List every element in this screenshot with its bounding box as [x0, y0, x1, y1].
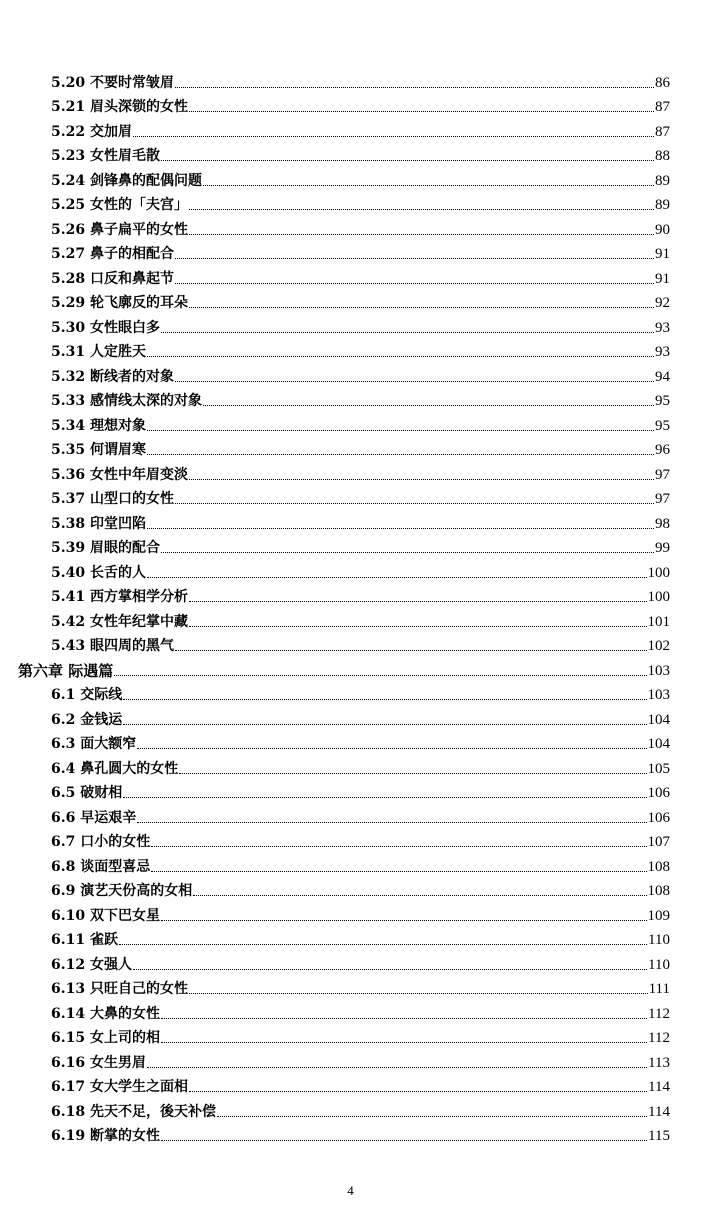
toc-entry-page: 93 [655, 319, 670, 336]
toc-entry[interactable] [51, 507, 670, 532]
toc-entry-page: 115 [648, 1128, 670, 1144]
toc-entry[interactable] [51, 826, 670, 851]
toc-entry-number: 6.19 [51, 1128, 90, 1144]
toc-entry-title: 双下巴女星 [89, 907, 160, 924]
toc-entry-title: 金钱运 [80, 711, 123, 728]
toc-entry-number: 5.32 [51, 368, 90, 385]
toc-entry[interactable] [51, 899, 670, 924]
dot-leader [189, 992, 648, 994]
toc-entry[interactable] [51, 532, 670, 557]
toc-entry-number: 5.42 [51, 613, 90, 630]
toc-entry-number: 5.29 [51, 295, 90, 311]
toc-entry-number: 5.30 [51, 319, 90, 336]
dot-leader [151, 870, 646, 872]
toc-entry-page: 114 [648, 1103, 670, 1120]
toc-entry-page: 103 [647, 687, 670, 703]
dot-leader [147, 527, 654, 529]
toc-entry[interactable] [51, 948, 670, 973]
toc-entry[interactable] [51, 1071, 670, 1096]
toc-entry[interactable] [51, 458, 670, 483]
toc-entry-title: 女性眉毛散 [89, 148, 160, 164]
toc-entry-number: 6.10 [51, 907, 90, 924]
dot-leader [189, 110, 654, 112]
toc-entry-page: 112 [648, 1005, 670, 1022]
toc-entry-page: 94 [655, 368, 670, 385]
toc-entry-number: 6.2 [51, 711, 81, 728]
toc-entry-title: 西方掌相学分析 [89, 589, 188, 605]
dot-leader [147, 576, 647, 578]
toc-entry-page: 109 [647, 907, 670, 924]
toc-entry-title: 长舌的人 [89, 564, 146, 581]
dot-leader [161, 1017, 647, 1019]
dot-leader [175, 502, 654, 504]
toc-entry-title: 眼四周的黑气 [89, 638, 174, 654]
toc-entry-number: 5.41 [51, 589, 90, 605]
toc-entry[interactable] [51, 164, 670, 189]
toc-entry[interactable] [51, 360, 670, 385]
dot-leader [147, 1066, 647, 1068]
toc-entry-title: 早运艰辛 [80, 809, 137, 826]
toc-entry-page: 104 [647, 736, 670, 752]
toc-entry-page: 103 [647, 662, 670, 679]
toc-entry-title: 交际线 [80, 687, 123, 703]
dot-leader [161, 551, 654, 553]
toc-entry[interactable] [51, 434, 670, 459]
toc-entry[interactable] [51, 703, 670, 728]
toc-entry[interactable] [51, 287, 670, 312]
toc-entry-title: 何谓眉寒 [89, 442, 146, 458]
toc-entry-number: 5.20 [51, 74, 90, 91]
toc-entry-page: 92 [655, 295, 670, 311]
toc-entry-page: 87 [655, 99, 670, 115]
toc-entry[interactable] [51, 189, 670, 214]
dot-leader [175, 257, 654, 259]
toc-entry-number: 5.24 [51, 172, 90, 189]
toc-entry-page: 91 [655, 246, 670, 262]
toc-entry-number: 5.26 [51, 221, 90, 238]
toc-entry-title: 女性眼白多 [89, 319, 160, 336]
toc-entry-page: 99 [655, 540, 670, 556]
dot-leader [203, 184, 654, 186]
toc-entry-page: 96 [655, 442, 670, 458]
dot-leader [161, 1139, 647, 1141]
toc-entry-page: 88 [655, 148, 670, 164]
toc-entry[interactable] [51, 385, 670, 410]
toc-entry-number: 6.9 [51, 883, 81, 899]
table-of-contents [0, 66, 701, 1144]
dot-leader [147, 429, 654, 431]
toc-entry-page: 90 [655, 221, 670, 238]
toc-entry-title: 山型口的女性 [89, 491, 174, 507]
toc-entry[interactable] [51, 556, 670, 581]
toc-entry-page: 110 [648, 932, 670, 948]
toc-entry-number: 6.7 [51, 834, 81, 850]
toc-entry-number: 6.13 [51, 981, 90, 997]
dot-leader [189, 208, 654, 210]
toc-entry-number: 5.40 [51, 564, 90, 581]
toc-entry-title: 谈面型喜忌 [80, 858, 151, 875]
toc-entry-title: 轮飞廓反的耳朵 [89, 295, 188, 311]
toc-entry-title: 剑锋鼻的配偶问题 [89, 172, 202, 189]
toc-entry-page: 107 [647, 834, 670, 850]
dot-leader [179, 772, 646, 774]
dot-leader [133, 135, 654, 137]
toc-entry-page: 101 [647, 613, 670, 630]
dot-leader [151, 845, 646, 847]
toc-entry-page: 102 [647, 638, 670, 654]
toc-entry-title: 口反和鼻起节 [89, 270, 174, 287]
toc-entry[interactable] [51, 262, 670, 287]
toc-entry-title: 断掌的女性 [89, 1128, 160, 1144]
toc-entry-page: 106 [647, 809, 670, 826]
toc-entry[interactable] [51, 213, 670, 238]
toc-entry[interactable] [51, 777, 670, 802]
dot-leader [189, 600, 647, 602]
toc-entry-number: 6.12 [51, 956, 90, 973]
toc-entry-page: 112 [648, 1030, 670, 1046]
page-number: 4 [347, 1183, 354, 1198]
toc-entry-number: 5.31 [51, 344, 90, 360]
toc-entry-page: 113 [648, 1054, 670, 1071]
toc-entry[interactable] [51, 115, 670, 140]
dot-leader [137, 747, 646, 749]
toc-entry-number: 5.43 [51, 638, 90, 654]
toc-entry-number: 5.38 [51, 515, 90, 532]
toc-entry-page: 97 [655, 491, 670, 507]
toc-entry-page: 87 [655, 123, 670, 140]
toc-entry-page: 93 [655, 344, 670, 360]
toc-entry-number: 6.16 [51, 1054, 90, 1071]
toc-entry-title: 第六章 际遇篇 [18, 661, 114, 680]
dot-leader [161, 1041, 647, 1043]
toc-entry[interactable] [51, 801, 670, 826]
toc-entry-page: 91 [655, 270, 670, 287]
toc-entry[interactable] [51, 973, 670, 998]
dot-leader [217, 1115, 647, 1117]
toc-entry-number: 6.14 [51, 1005, 90, 1022]
toc-entry-page: 86 [655, 74, 670, 91]
dot-leader [193, 894, 646, 896]
toc-entry[interactable] [51, 311, 670, 336]
toc-entry[interactable] [51, 483, 670, 508]
toc-entry-number: 5.39 [51, 540, 90, 556]
toc-entry-page: 104 [647, 711, 670, 728]
toc-entry[interactable] [51, 875, 670, 900]
toc-entry[interactable] [51, 752, 670, 777]
dot-leader [189, 306, 654, 308]
toc-entry[interactable] [51, 238, 670, 263]
toc-entry-title: 印堂凹陷 [89, 515, 146, 532]
toc-entry-page: 108 [647, 858, 670, 875]
toc-entry-page: 111 [648, 981, 670, 997]
toc-entry[interactable] [51, 1046, 670, 1071]
toc-entry-number: 6.5 [51, 785, 81, 801]
toc-entry[interactable] [51, 605, 670, 630]
dot-leader [203, 404, 654, 406]
toc-entry-title: 交加眉 [89, 123, 132, 140]
toc-entry[interactable] [51, 924, 670, 949]
toc-entry-page: 89 [655, 172, 670, 189]
toc-entry[interactable] [51, 728, 670, 753]
toc-entry-title: 先天不足，後天补偿 [89, 1103, 216, 1120]
toc-entry-title: 女性年纪掌中藏 [89, 613, 188, 630]
dot-leader [189, 233, 654, 235]
toc-entry-number: 5.34 [51, 417, 90, 434]
toc-entry-number: 5.27 [51, 246, 90, 262]
toc-entry-number: 6.18 [51, 1103, 90, 1120]
toc-entry-title: 女性中年眉变淡 [89, 466, 188, 483]
dot-leader [189, 478, 654, 480]
toc-entry-page: 95 [655, 393, 670, 409]
toc-entry-page: 100 [647, 564, 670, 581]
toc-entry[interactable] [51, 140, 670, 165]
toc-entry-number: 6.3 [51, 736, 81, 752]
dot-leader [161, 159, 654, 161]
toc-entry-title: 女强人 [89, 956, 132, 973]
toc-entry-title: 感情线太深的对象 [89, 393, 202, 409]
toc-entry-page: 100 [647, 589, 670, 605]
toc-entry[interactable] [51, 409, 670, 434]
toc-entry-number: 5.37 [51, 491, 90, 507]
toc-entry-number: 6.11 [51, 932, 90, 948]
toc-entry[interactable] [51, 66, 670, 91]
toc-entry-title: 不要时常皱眉 [89, 74, 174, 91]
dot-leader [123, 796, 646, 798]
toc-entry-title: 演艺天份高的女相 [80, 883, 193, 899]
toc-entry-page: 108 [647, 883, 670, 899]
toc-entry-page: 110 [648, 956, 670, 973]
toc-entry-title: 理想对象 [89, 417, 146, 434]
toc-entry-number: 6.15 [51, 1030, 90, 1046]
toc-entry-number: 5.33 [51, 393, 90, 409]
dot-leader [123, 698, 646, 700]
toc-entry-title: 鼻子的相配合 [89, 246, 174, 262]
toc-chapter-entry[interactable] [18, 654, 670, 679]
toc-entry-page: 89 [655, 197, 670, 213]
toc-entry-title: 断线者的对象 [89, 368, 174, 385]
toc-entry[interactable] [51, 1095, 670, 1120]
toc-entry-title: 女上司的相 [89, 1030, 160, 1046]
dot-leader [175, 86, 654, 88]
toc-entry-title: 口小的女性 [80, 834, 151, 850]
toc-entry-number: 6.6 [51, 809, 81, 826]
toc-entry-title: 眉头深锁的女性 [89, 99, 188, 115]
toc-entry[interactable] [51, 850, 670, 875]
toc-entry-page: 105 [647, 760, 670, 777]
dot-leader [119, 943, 647, 945]
dot-leader [175, 649, 647, 651]
toc-entry-title: 只旺自己的女性 [89, 981, 188, 997]
dot-leader [175, 282, 654, 284]
toc-entry-title: 雀跃 [89, 932, 118, 948]
toc-entry-number: 5.28 [51, 270, 90, 287]
dot-leader [175, 380, 654, 382]
toc-entry-title: 鼻子扁平的女性 [89, 221, 188, 238]
toc-entry[interactable] [51, 1022, 670, 1047]
toc-entry[interactable] [51, 679, 670, 704]
toc-entry-number: 5.21 [51, 99, 90, 115]
toc-entry[interactable] [51, 1120, 670, 1145]
toc-entry-number: 6.17 [51, 1079, 90, 1095]
toc-entry-title: 女生男眉 [89, 1054, 146, 1071]
dot-leader [147, 355, 654, 357]
dot-leader [114, 674, 646, 676]
toc-entry-title: 大鼻的女性 [89, 1005, 160, 1022]
toc-entry-title: 面大额窄 [80, 736, 137, 752]
toc-entry-title: 女大学生之面相 [89, 1079, 188, 1095]
toc-entry-title: 女性的「夫宫」 [89, 197, 188, 213]
dot-leader [189, 625, 647, 627]
toc-entry[interactable] [51, 91, 670, 116]
toc-entry[interactable] [51, 336, 670, 361]
dot-leader [161, 331, 654, 333]
dot-leader [147, 453, 654, 455]
toc-entry[interactable] [51, 997, 670, 1022]
toc-entry-page: 114 [648, 1079, 670, 1095]
toc-entry-title: 鼻孔圆大的女性 [80, 760, 179, 777]
toc-entry-number: 5.23 [51, 148, 90, 164]
toc-entry-number: 5.25 [51, 197, 90, 213]
toc-entry-number: 5.35 [51, 442, 90, 458]
toc-entry[interactable] [51, 581, 670, 606]
toc-entry-number: 6.8 [51, 858, 81, 875]
toc-entry-number: 6.4 [51, 760, 81, 777]
dot-leader [133, 968, 647, 970]
toc-entry-title: 人定胜天 [89, 344, 146, 360]
toc-entry-number: 5.36 [51, 466, 90, 483]
dot-leader [189, 1090, 647, 1092]
toc-entry-number: 6.1 [51, 687, 81, 703]
dot-leader [161, 919, 647, 921]
dot-leader [123, 723, 646, 725]
toc-entry[interactable] [51, 630, 670, 655]
dot-leader [137, 821, 646, 823]
toc-entry-page: 98 [655, 515, 670, 532]
toc-entry-page: 97 [655, 466, 670, 483]
toc-entry-title: 眉眼的配合 [89, 540, 160, 556]
toc-entry-title: 破财相 [80, 785, 123, 801]
toc-entry-page: 95 [655, 417, 670, 434]
toc-entry-page: 106 [647, 785, 670, 801]
toc-entry-number: 5.22 [51, 123, 90, 140]
